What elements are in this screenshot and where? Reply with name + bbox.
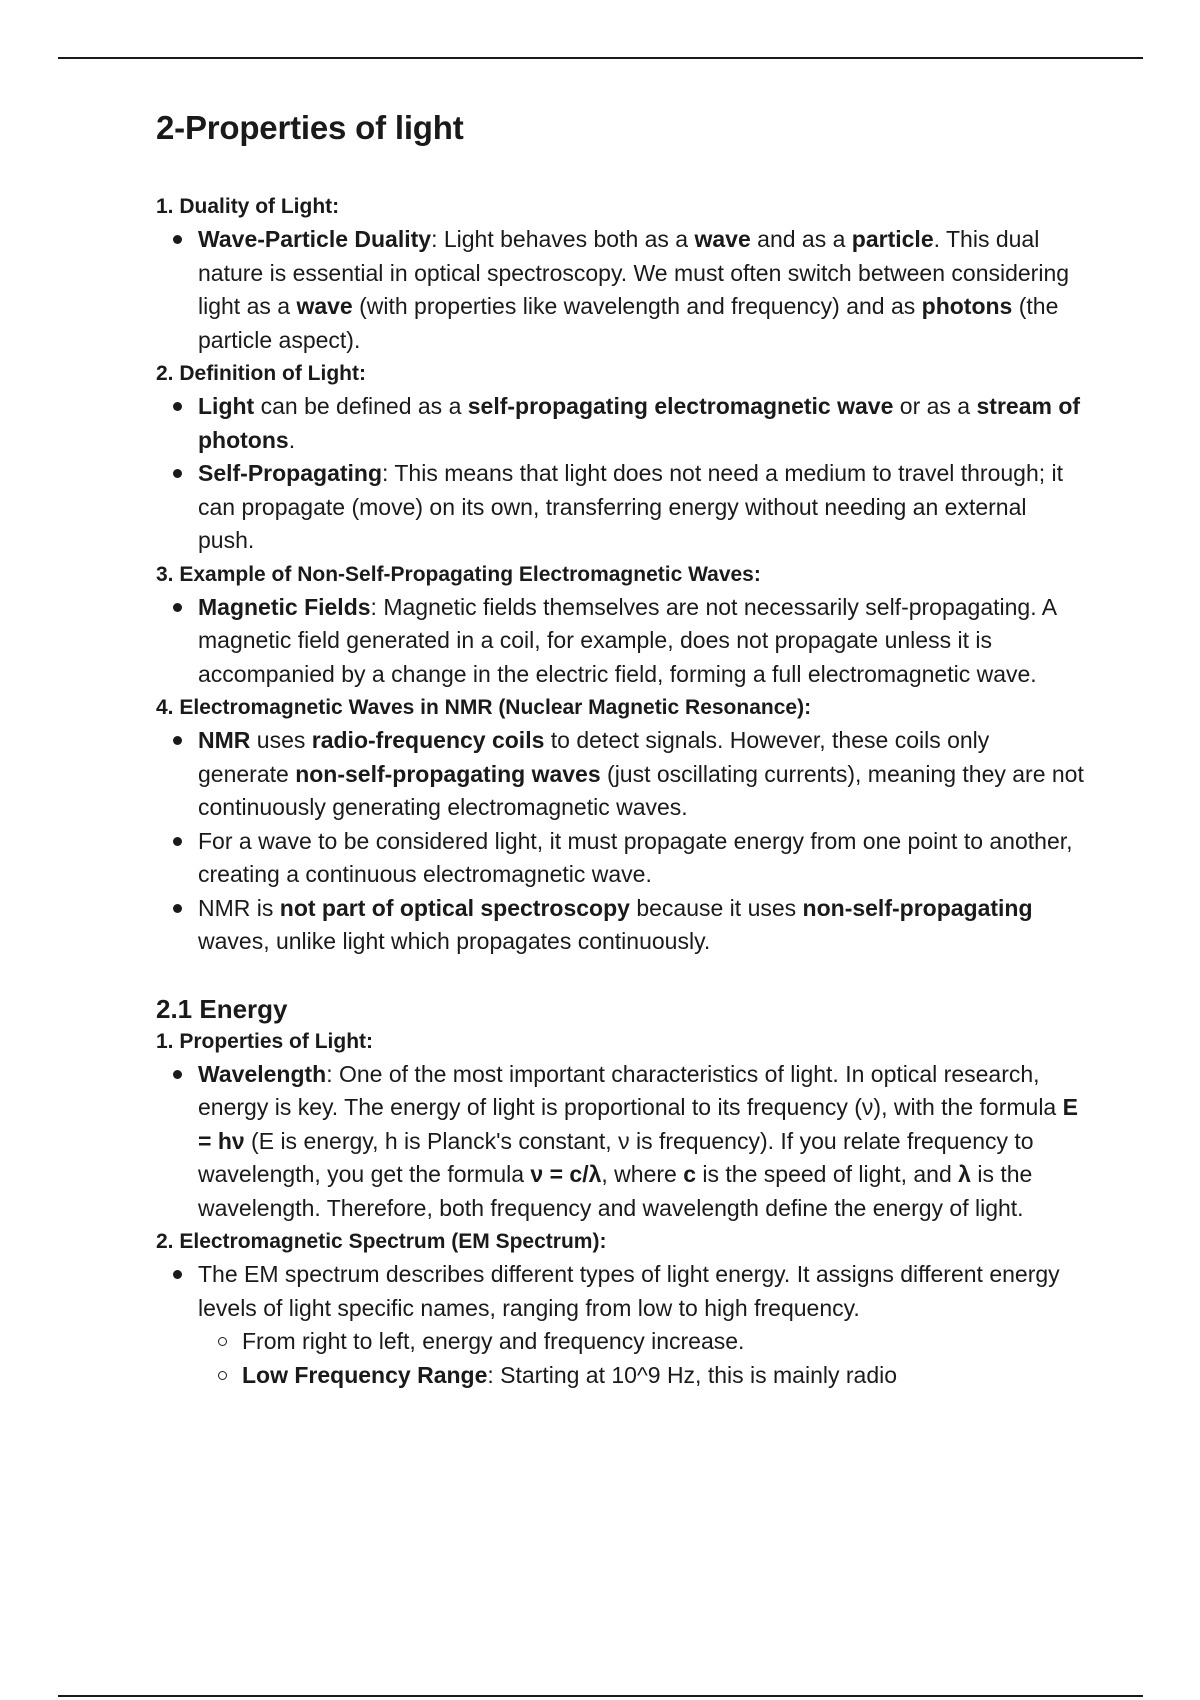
text-run: : Magnetic fields themselves are not necessarily self-propagating. A magnetic field generated in a coil, for example, does not propagate unless it is accompanied by a change in the electric field, forming a full electromagnetic wave. xyxy=(198,593,1056,687)
bold-text: wave xyxy=(296,293,353,319)
numbered-heading: 1. Duality of Light: xyxy=(156,195,340,218)
text-run: . xyxy=(288,426,296,453)
list-item xyxy=(198,223,1086,357)
text-run: For a wave to be considered light, it must propagate energy from one point to another, creating a continuous electromagnetic wave. xyxy=(198,827,1073,887)
text-run: : Light behaves both as a xyxy=(431,226,695,252)
numbered-heading: 2. Electromagnetic Spectrum (EM Spectrum): xyxy=(156,1230,607,1253)
text-run: (just oscillating currents), meaning they are not continuously generating electromagnetic waves. xyxy=(198,760,1084,820)
bold-text: λ xyxy=(958,1161,971,1187)
list-item xyxy=(198,825,1086,892)
list-item xyxy=(198,1258,1086,1392)
bold-text: self-propagating electromagnetic wave xyxy=(467,393,894,419)
sub-list-item xyxy=(242,1325,1086,1359)
bold-text: photons xyxy=(921,293,1013,319)
spacer xyxy=(156,959,1086,993)
bold-text: E = hν xyxy=(198,1094,1078,1154)
bold-text: Magnetic Fields xyxy=(198,593,371,620)
bullet-list xyxy=(156,591,1086,692)
bold-text: non-self-propagating waves xyxy=(295,760,601,787)
bullet-list xyxy=(156,724,1086,959)
text-run: and as a xyxy=(750,226,852,252)
bold-text: not part of optical spectroscopy xyxy=(279,894,630,921)
bold-text: stream of photons xyxy=(198,393,1081,453)
bold-text: Wave-Particle Duality xyxy=(198,226,432,252)
document-body xyxy=(156,100,1086,1392)
text-run: (E is energy, h is Planck's constant, ν is frequency). If you relate frequency to wavelength, you get the formula xyxy=(198,1127,1034,1187)
text-run: because it uses xyxy=(629,894,803,921)
spacer xyxy=(156,148,1086,190)
text-run: : Starting at 10^9 Hz, this is mainly radio xyxy=(487,1361,898,1388)
section-title-energy: 2.1 Energy xyxy=(156,993,288,1024)
text-run: : One of the most important characteristics of light. In optical research, energy is key. The energy of light is proportional to its frequency (ν), with the formula xyxy=(198,1060,1063,1120)
bullet-list xyxy=(156,1258,1086,1392)
bold-text: particle xyxy=(851,226,934,252)
list-item xyxy=(198,591,1086,692)
bullet-list xyxy=(156,223,1086,357)
text-run: or as a xyxy=(893,393,977,419)
bold-text: ν = c/λ xyxy=(530,1161,602,1187)
text-run: The EM spectrum describes different types of light energy. It assigns different energy levels of light specific names, ranging from low to high frequency. xyxy=(198,1261,1060,1321)
bold-text: Wavelength xyxy=(198,1060,327,1087)
list-item xyxy=(198,724,1086,825)
bold-text: c xyxy=(683,1161,697,1187)
list-item xyxy=(198,457,1086,558)
numbered-heading: 4. Electromagnetic Waves in NMR (Nuclear Magnetic Resonance): xyxy=(156,696,812,719)
text-run: NMR is xyxy=(198,894,280,921)
page-title: 2-Properties of light xyxy=(156,109,464,146)
list-item xyxy=(198,1058,1086,1226)
properties-sections xyxy=(156,190,1086,959)
list-item xyxy=(198,390,1086,457)
text-run: can be defined as a xyxy=(254,393,468,419)
bullet-list xyxy=(156,390,1086,558)
bold-text: radio-frequency coils xyxy=(311,727,545,753)
text-run: is the wavelength. Therefore, both frequency and wavelength define the energy of light. xyxy=(198,1161,1033,1221)
list-item xyxy=(198,892,1086,959)
numbered-heading: 2. Definition of Light: xyxy=(156,362,366,385)
bullet-list xyxy=(156,1058,1086,1226)
text-run: (the particle aspect). xyxy=(198,293,1059,353)
text-run: . This dual nature is essential in optical spectroscopy. We must often switch between considering light as a xyxy=(198,226,1070,319)
text-run: From right to left, energy and frequency increase. xyxy=(242,1328,745,1354)
bold-text: Light xyxy=(198,393,255,419)
bold-text: non-self-propagating xyxy=(802,894,1033,921)
numbered-heading: 1. Properties of Light: xyxy=(156,1029,374,1053)
bold-text: NMR xyxy=(198,727,251,753)
sub-list-item xyxy=(242,1359,1086,1393)
text-run: waves, unlike light which propagates continuously. xyxy=(198,928,711,954)
sub-bullet-list xyxy=(198,1325,1086,1392)
bottom-rule xyxy=(58,1695,1143,1697)
text-run: (with properties like wavelength and frequency) and as xyxy=(352,293,922,319)
bold-text: wave xyxy=(694,226,751,252)
text-run: is the speed of light, and xyxy=(696,1161,959,1187)
bold-text: Self-Propagating xyxy=(198,460,383,486)
energy-sections xyxy=(156,1025,1086,1393)
top-rule xyxy=(58,57,1143,59)
numbered-heading: 3. Example of Non-Self-Propagating Electromagnetic Waves: xyxy=(156,562,761,586)
text-run: : This means that light does not need a medium to travel through; it can propagate (move) on its own, transferring energy without needing an external push. xyxy=(198,460,1064,553)
text-run: uses xyxy=(250,727,312,753)
text-run: to detect signals. However, these coils only generate xyxy=(198,727,990,787)
bold-text: Low Frequency Range xyxy=(242,1361,488,1388)
text-run: , where xyxy=(601,1161,684,1187)
